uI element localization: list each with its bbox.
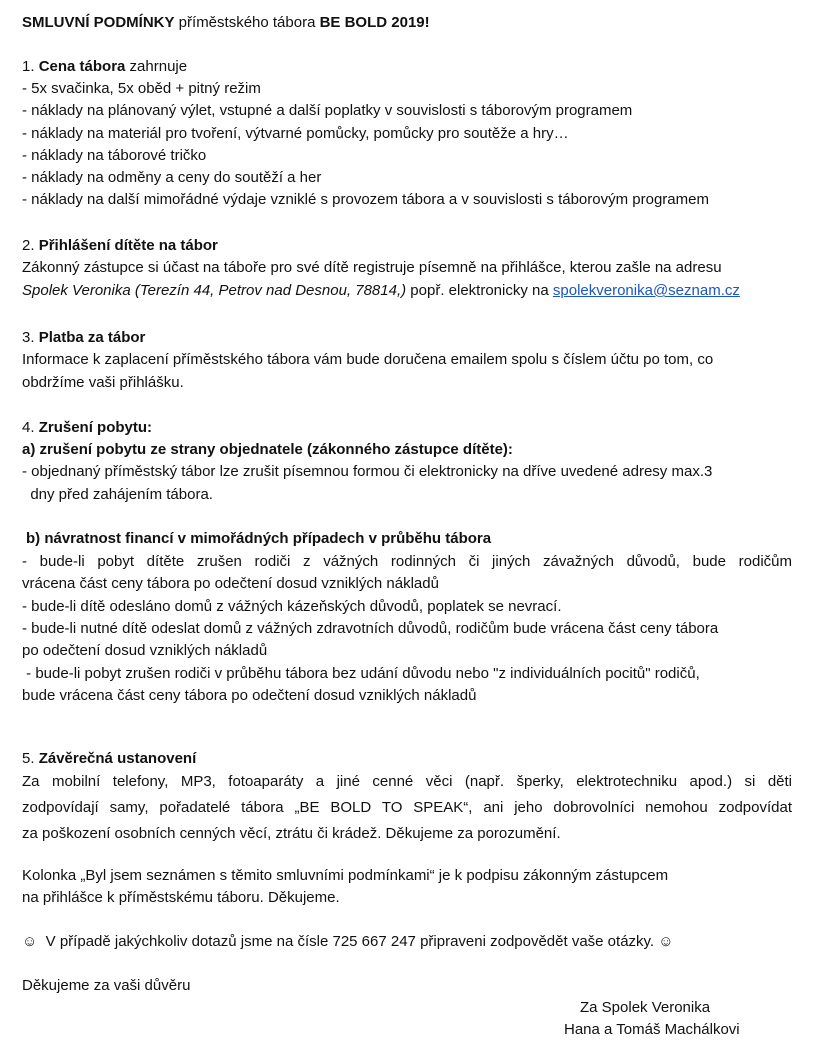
document-title	[22, 13, 430, 33]
section4b-text: vrácena část ceny tábora po odečtení dosud vzniklých nákladů	[22, 575, 439, 592]
section5-text: za poškození osobních cenných věcí, ztrátu či krádež. Děkujeme za porozumění.	[22, 825, 561, 842]
title-middle-part: příměstského tábora	[174, 14, 320, 31]
section1-heading-rest: zahrnuje	[125, 58, 188, 75]
postal-address: Spolek Veronika (Terezín 44, Petrov nad Desnou, 78814,)	[22, 282, 407, 299]
section-number: 1.	[22, 58, 39, 75]
section3-heading	[22, 328, 145, 348]
title-camp-name: BE BOLD 2019!	[319, 14, 430, 31]
section4b-text: - bude-li nutné dítě odeslat domů z vážných zdravotních důvodů, rodičům bude vrácena část ceny tábora	[22, 620, 719, 637]
contact-line	[22, 932, 674, 952]
smiley-icon: ☺	[22, 933, 38, 950]
section5-text: zodpovídají samy, pořadatelé tábora „BE BOLD TO SPEAK“, ani jeho dobrovolníci nemohou zodpovídat	[22, 799, 792, 816]
section5-heading-bold: Závěrečná ustanovení	[38, 750, 197, 767]
section2-heading-bold: Přihlášení dítěte na tábor	[38, 237, 218, 254]
signature-organization: Za Spolek Veronika	[580, 999, 711, 1016]
section2-text: Zákonný zástupce si účast na táboře pro své dítě registruje písemně na přihlášce, kterou zašle na adresu	[22, 259, 722, 276]
section2-heading	[22, 236, 218, 256]
section4-heading	[22, 418, 152, 438]
section-number: 4.	[22, 419, 39, 436]
title-bold-part: SMLUVNÍ PODMÍNKY	[22, 14, 175, 31]
section1-heading	[22, 57, 187, 77]
list-item: - náklady na materiál pro tvoření, výtvarné pomůcky, pomůcky pro soutěže a hry…	[22, 125, 569, 142]
section4b-text: bude vrácena část ceny tábora po odečtení dosud vzniklých nákladů	[22, 687, 477, 704]
section4a-subheading: a) zrušení pobytu ze strany objednatele (zákonného zástupce dítěte):	[22, 441, 513, 458]
contact-text: V případě jakýchkoliv dotazů jsme na čísle 725 667 247 připraveni zodpovědět vaše otázky.	[45, 933, 655, 950]
address-connector: popř. elektronicky na	[406, 282, 553, 299]
section5-heading	[22, 749, 196, 769]
smiley-icon: ☺	[658, 933, 674, 950]
section3-text: obdržíme vaši přihlášku.	[22, 374, 184, 391]
list-item: - náklady na plánovaný výlet, vstupné a další poplatky v souvislosti s táborovým programem	[22, 102, 633, 119]
section4b-subheading: b) návratnost financí v mimořádných případech v průběhu tábora	[26, 530, 492, 547]
section2-address-line	[22, 281, 740, 301]
section4a-text: - objednaný příměstský tábor lze zrušit písemnou formou či elektronicky na dříve uvedené adresy max.3	[22, 463, 713, 480]
section4-heading-bold: Zrušení pobytu:	[38, 419, 153, 436]
section4b-text: - bude-li pobyt zrušen rodiči v průběhu tábora bez udání důvodu nebo "z individuálních pocitů" rodičů,	[22, 665, 700, 682]
email-link[interactable]: spolekveronika@seznam.cz	[552, 282, 740, 299]
list-item: - 5x svačinka, 5x oběd + pitný režim	[22, 80, 261, 97]
section4b-text: - bude-li dítě odesláno domů z vážných kázeňských důvodů, poplatek se nevrací.	[22, 598, 562, 615]
signature-names: Hana a Tomáš Machálkovi	[564, 1021, 740, 1038]
list-item: - náklady na další mimořádné výdaje vzniklé s provozem tábora a v souvislosti s táborovým programem	[22, 191, 709, 208]
section1-heading-bold: Cena tábora	[38, 58, 126, 75]
section-number: 5.	[22, 750, 39, 767]
section5-text: Za mobilní telefony, MP3, fotoaparáty a jiné cenné věci (např. šperky, elektrotechniku apod.) si děti	[22, 773, 792, 790]
signature-note: na přihlášce k příměstskému táboru. Děkujeme.	[22, 889, 340, 906]
list-item: - náklady na táborové tričko	[22, 147, 207, 164]
section3-text: Informace k zaplacení příměstského tábora vám bude doručena emailem spolu s číslem účtu po tom, co	[22, 351, 714, 368]
list-item: - náklady na odměny a ceny do soutěží a her	[22, 169, 322, 186]
section4b-text: - bude-li pobyt dítěte zrušen rodiči z vážných rodinných či jiných závažných důvodů, bude rodičům	[22, 553, 792, 570]
section3-heading-bold: Platba za tábor	[38, 329, 146, 346]
closing-thanks: Děkujeme za vaši důvěru	[22, 977, 191, 994]
section4a-text: dny před zahájením tábora.	[22, 486, 213, 503]
signature-note: Kolonka „Byl jsem seznámen s těmito smluvními podmínkami“ je k podpisu zákonným zástupcem	[22, 867, 669, 884]
section-number: 2.	[22, 237, 39, 254]
section4b-text: po odečtení dosud vzniklých nákladů	[22, 642, 268, 659]
section-number: 3.	[22, 329, 39, 346]
